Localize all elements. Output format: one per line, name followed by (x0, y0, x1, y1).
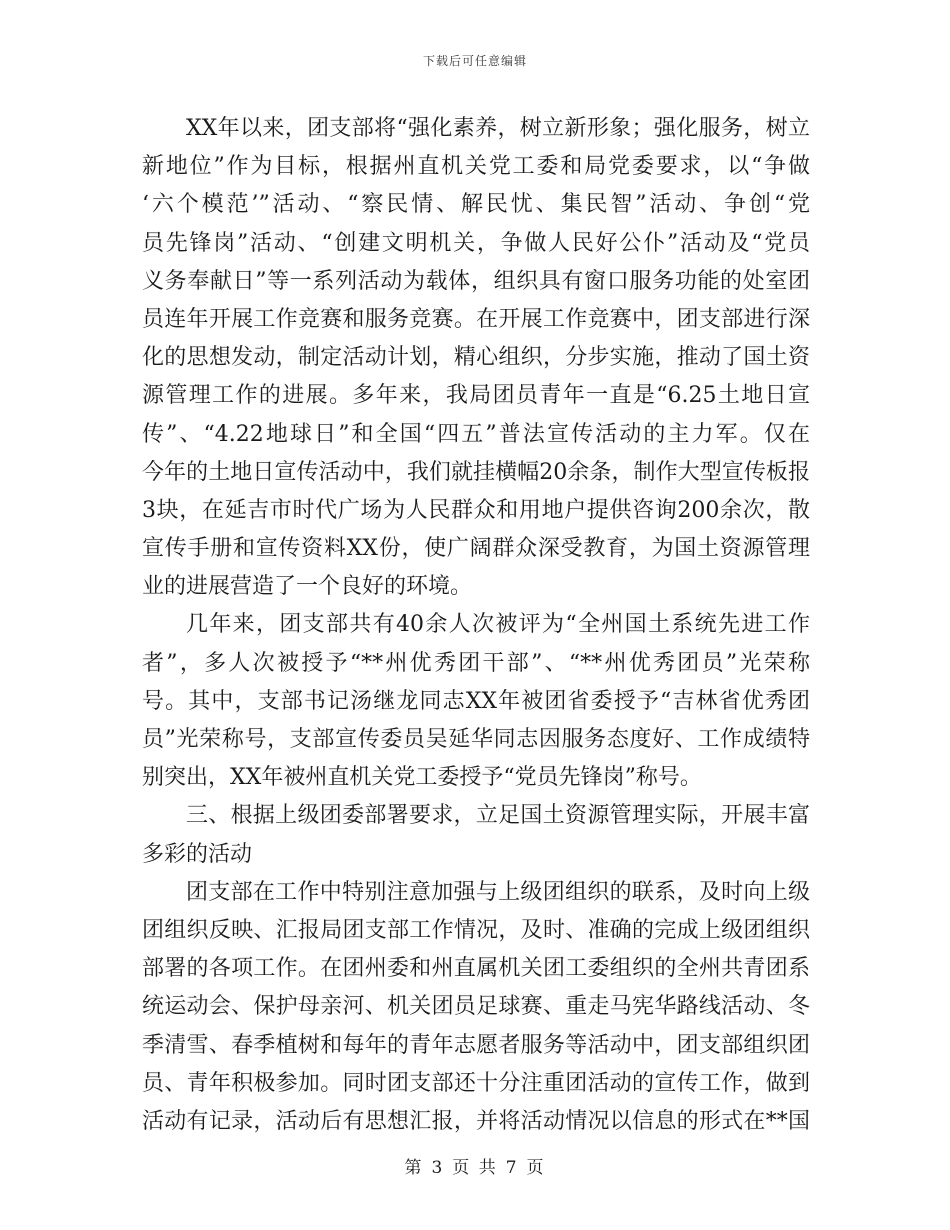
text-line: 传”、“4.22地球日”和全国“四五”普法宣传活动的主力军。仅在 (142, 421, 810, 447)
text-line: 今年的土地日宣传活动中，我们就挂横幅20余条，制作大型宣传板报 (142, 459, 810, 485)
text-line: 员、青年积极参加。同时团支部还十分注重团活动的宣传工作，做到 (142, 1070, 810, 1096)
text-line: 统运动会、保护母亲河、机关团员足球赛、重走马宪华路线活动、冬 (142, 994, 810, 1020)
text-line: 员连年开展工作竞赛和服务竞赛。在开展工作竞赛中，团支部进行深 (142, 306, 810, 332)
text-line: 几年来，团支部共有40余人次被评为“全州国土系统先进工作 (186, 612, 810, 638)
text-line: 员先锋岗”活动、“创建文明机关，争做人民好公仆”活动及“党员 (142, 230, 810, 256)
text-line: 业的进展营造了一个良好的环境。 (142, 574, 473, 600)
page-number: 3 (431, 1158, 445, 1178)
text-line: 团组织反映、汇报局团支部工作情况，及时、准确的完成上级团组织 (142, 917, 810, 943)
footer-middle: 页 共 (452, 1158, 498, 1178)
text-line: 化的思想发动，制定活动计划，精心组织，分步实施，推动了国土资 (142, 345, 810, 371)
text-line: 部署的各项工作。在团州委和州直属机关团工委组织的全州共青团系 (142, 956, 810, 982)
page-footer (0, 1153, 950, 1178)
text-line: 者”，多人次被授予“**州优秀团干部”、“**州优秀团员”光荣称 (142, 650, 810, 676)
footer-suffix: 页 (526, 1158, 546, 1178)
section-heading: 三、根据上级团委部署要求，立足国土资源管理实际，开展丰富 (186, 803, 810, 829)
page-total: 7 (505, 1158, 519, 1178)
section-heading: 多彩的活动 (142, 841, 253, 867)
text-line: 3块，在延吉市时代广场为人民群众和用地户提供咨询200余次，散 (142, 497, 810, 523)
text-line: ‘六个模范’”活动、“察民情、解民忧、集民智”活动、争创“党 (142, 192, 810, 218)
document-body (142, 110, 810, 1141)
text-line: 员”光荣称号，支部宣传委员吴延华同志因服务态度好、工作成绩特 (142, 727, 810, 752)
text-line: 源管理工作的进展。多年来，我局团员青年一直是“6.25土地日宣 (142, 383, 810, 409)
text-line: XX年以来，团支部将“强化素养，树立新形象；强化服务，树立 (186, 116, 810, 141)
text-line: 团支部在工作中特别注意加强与上级团组织的联系，及时向上级 (186, 879, 810, 905)
text-line: 宣传手册和宣传资料XX份，使广阔群众深受教育，为国土资源管理 (142, 536, 810, 562)
download-note: 下载后可任意编辑 (422, 54, 527, 68)
text-line: 季清雪、春季植树和每年的青年志愿者服务等活动中，团支部组织团 (142, 1032, 810, 1058)
text-line: 义务奉献日”等一系列活动为载体，组织具有窗口服务功能的处室团 (142, 268, 810, 294)
text-line: 活动有记录，活动后有思想汇报，并将活动情况以信息的形式在**国 (142, 1108, 810, 1134)
footer-prefix: 第 (404, 1158, 424, 1178)
text-line: 新地位”作为目标，根据州直机关党工委和局党委要求，以“争做 (142, 154, 810, 180)
text-line: 别突出，XX年被州直机关党工委授予“党员先锋岗”称号。 (142, 765, 702, 791)
text-line: 号。其中，支部书记汤继龙同志XX年被团省委授予“吉林省优秀团 (142, 688, 810, 714)
